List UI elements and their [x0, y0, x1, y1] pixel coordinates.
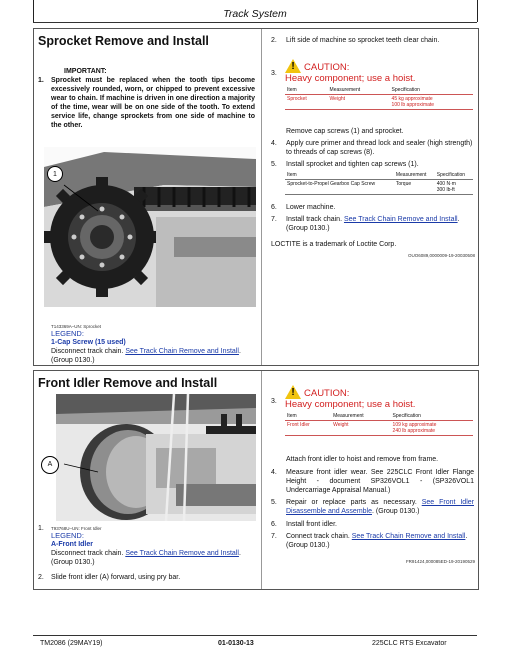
legend-label: LEGEND:	[51, 329, 84, 338]
cell-measurement: Weight	[328, 95, 390, 110]
legend-item: 1-Cap Screw (15 used)	[51, 339, 126, 346]
step-6-num: 6.	[271, 521, 277, 528]
step-6-num: 6.	[271, 204, 277, 211]
step-2-text: Slide front idler (A) forward, using pry bar.	[51, 574, 181, 581]
remove-instruction: Remove cap screws (1) and sprocket.	[286, 128, 404, 135]
col-specification: Specification	[391, 412, 473, 421]
attach-instruction: Attach front idler to hoist and remove from frame.	[286, 456, 439, 463]
step-6-text: Install front idler.	[286, 521, 337, 528]
cell-spec-metric: 400 N·m	[436, 181, 456, 187]
step-7-num: 7.	[271, 216, 277, 223]
sprocket-photo	[44, 147, 256, 307]
step-7-num: 7.	[271, 533, 277, 540]
sprocket-section	[33, 28, 479, 366]
footer-page-number: 01-0130-13	[218, 640, 254, 647]
caution-title: CAUTION:	[304, 388, 350, 399]
step-5-text: Repair or replace parts as necessary. See Front Idler Disassemble and Assemble. (Group 0130.)	[286, 499, 474, 515]
cell-spec-imperial: 240 lb approximate	[392, 428, 436, 434]
weight-spec-table	[285, 412, 473, 436]
front-idler-photo	[56, 394, 256, 521]
idler-disassemble-link[interactable]: See Front Idler Disassemble and Assemble	[286, 499, 474, 515]
column-divider	[261, 29, 262, 365]
section-title: Sprocket Remove and Install	[38, 34, 209, 48]
legend-label: LEGEND:	[51, 531, 84, 540]
step-5-text: Install sprocket and tighten cap screws (1).	[286, 161, 419, 168]
footer-doc-number: TM2086 (29MAY19)	[40, 640, 103, 647]
caution-text: Heavy component; use a hoist.	[285, 399, 416, 410]
step-5-num: 5.	[271, 161, 277, 168]
cell-item: Sprocket	[285, 95, 328, 110]
trademark-note: LOCTITE is a trademark of Loctite Corp.	[271, 241, 397, 248]
step-7-text: Connect track chain. See Track Chain Remove and Install. (Group 0130.)	[286, 533, 468, 549]
col-item: Item	[285, 412, 331, 421]
step-3-num: 3.	[271, 70, 277, 77]
col-measurement: Measurement	[328, 86, 390, 95]
cell-measurement: Torque	[394, 180, 435, 195]
step-5-num: 5.	[271, 499, 277, 506]
figure-id: T93768U–UN: Front Idler	[51, 526, 102, 531]
figure-id: T143369A–UN: Sprocket	[51, 324, 102, 329]
footer-rule	[33, 635, 477, 636]
page-header: Track System	[223, 8, 287, 20]
weight-spec-table	[285, 86, 473, 110]
step-1-num: 1.	[38, 525, 44, 532]
col-specification: Specification	[435, 171, 473, 180]
callout-letter: A	[47, 461, 53, 468]
step-2-text: Lift side of machine so sprocket teeth clear chain.	[286, 37, 440, 44]
col-measurement: Measurement	[331, 412, 390, 421]
important-num: 1.	[38, 77, 44, 84]
disconnect-instruction: Disconnect track chain. See Track Chain Remove and Install. (Group 0130.)	[51, 550, 241, 566]
step-2-num: 2.	[271, 37, 277, 44]
track-chain-link[interactable]: See Track Chain Remove and Install	[343, 216, 458, 223]
cell-spec-metric: 45 kg approximate	[391, 96, 433, 102]
col-measurement: Measurement	[394, 171, 435, 180]
step-4-text: Measure front idler wear. See 225CLC Front Idler Flange Height - document SP326VOL1 - (SP326VOL1 Undercarriage Appraisal Manual.)	[286, 469, 474, 494]
track-chain-link[interactable]: See Track Chain Remove and Install	[351, 533, 466, 540]
cell-item: Front Idler	[285, 421, 331, 436]
important-text: Sprocket must be replaced when the tooth tips become excessively rounded, worn, or chipped to prevent excessive wear to chain. If machine is driven in one direction a majority of the time, wear will be on one side of the tooth. To extend service life, change sprockets from one side of machine to the other.	[51, 77, 255, 129]
step-4-num: 4.	[271, 140, 277, 147]
step-6-text: Lower machine.	[286, 204, 336, 211]
header-rule	[33, 22, 477, 23]
document-id: OUO6089,0000009-19-20030508	[407, 253, 475, 258]
cell-spec-imperial: 300 lb-ft	[436, 187, 455, 193]
column-divider	[261, 371, 262, 589]
torque-spec-table	[285, 171, 473, 195]
col-item: Item	[285, 86, 328, 95]
disconnect-instruction: Disconnect track chain. See Track Chain Remove and Install. (Group 0130.)	[51, 348, 241, 364]
col-item: Item	[285, 171, 394, 180]
section-title: Front Idler Remove and Install	[38, 376, 218, 390]
step-3-num: 3.	[271, 398, 277, 405]
track-chain-link[interactable]: See Track Chain Remove and Install	[125, 348, 239, 355]
document-id: FR91424,000085ED-19-20190529	[405, 559, 475, 564]
footer-model: 225CLC RTS Excavator	[372, 640, 447, 647]
callout-number: 1	[53, 171, 57, 178]
step-7-text: Install track chain. See Track Chain Remove and Install. (Group 0130.)	[286, 216, 460, 232]
track-chain-link[interactable]: See Track Chain Remove and Install	[125, 550, 239, 557]
step-4-text: Apply cure primer and thread lock and sealer (high strength) to threads of cap screws (8).	[286, 140, 473, 156]
cell-item: Sprocket-to-Propel Gearbox Cap Screw	[285, 180, 394, 195]
front-idler-section	[33, 370, 479, 590]
caution-text: Heavy component; use a hoist.	[285, 73, 416, 84]
exclamation-icon: !	[291, 61, 295, 72]
legend-item: A-Front Idler	[51, 541, 93, 548]
cell-spec-metric: 109 kg approximate	[392, 422, 437, 428]
caution-title: CAUTION:	[304, 62, 350, 73]
exclamation-icon: !	[291, 387, 295, 398]
cell-measurement: Weight	[331, 421, 390, 436]
step-4-num: 4.	[271, 469, 277, 476]
col-specification: Specification	[390, 86, 473, 95]
step-2-num: 2.	[38, 574, 44, 581]
important-label: IMPORTANT:	[64, 68, 107, 75]
cell-spec-imperial: 100 lb approximate	[391, 102, 435, 108]
